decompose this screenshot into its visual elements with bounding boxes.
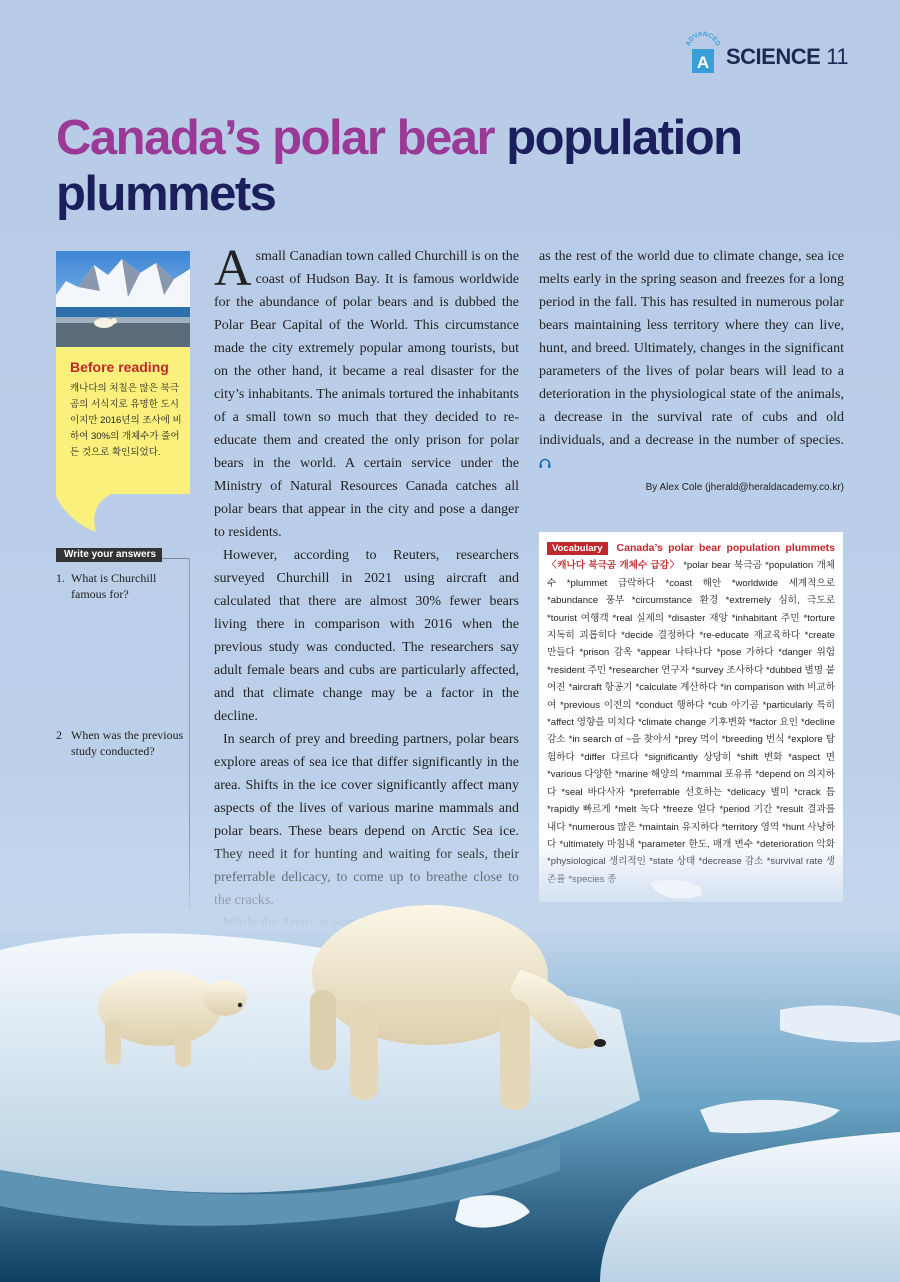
- title-highlight: Canada’s polar bear: [56, 111, 495, 165]
- headphones-icon[interactable]: [539, 458, 551, 468]
- section-name: SCIENCE: [726, 44, 821, 69]
- article-paragraph-3: In search of prey and breeding partners, polar bears explore areas of sea ice that differ significantly in the area. Shifts in the ice cover significantly affect many aspects of the lives of various marine mammals and polar bears. These bears depend on Arctic Sea ice.: [214, 732, 519, 839]
- vocabulary-tag: Vocabulary: [547, 542, 608, 555]
- advanced-a-badge-icon: [683, 30, 723, 76]
- question-1: [56, 570, 190, 602]
- before-reading-heading: Before reading: [70, 359, 169, 375]
- article-paragraph-2: However, according to Reuters, researchers surveyed Churchill in 2021 using aircraft and calculated that there are almost 30% fewer bears living there in comparison with 2016 when the previous study was conducted. The researchers say adult female bears and cubs are particularly affected, and that climate change may be a factor in the decline.: [214, 548, 519, 724]
- brand-letter: A: [696, 53, 710, 72]
- question-2: [56, 727, 190, 759]
- before-reading-box: [56, 347, 190, 494]
- article-column-1: [214, 240, 519, 935]
- polar-bear-thumbnail-image: [56, 251, 190, 347]
- write-answers-header: [56, 544, 190, 559]
- article-column-2: [539, 245, 844, 495]
- question-text: What is Churchill famous for?: [71, 571, 157, 601]
- vocabulary-title: Canada’s polar bear population plummets: [616, 542, 835, 554]
- polar-bears-on-ice-photo: [0, 840, 900, 1282]
- vocabulary-body: *polar bear 북극곰 *population 개체수 *plummet 급락하다 *coast 해안 *worldwide 세계적으로 *abundance 풍부 *circumstance 환경 *extremely 심히, 극도로 *tourist 여행객 *real 실제의 *disaster 재앙 *inhabitant 주민 *torture 지독히 괴롭히다 *decide 결정하다 *re-educate 재교육하다 *create 만들다 *prison 감옥 *appear 나타나다 *pose 가하다 *danger 위험 *resident 주민 *researcher 연구자 *survey 조사하다 *dubbed 별명 붙여진 *aircraft 항공기 *calculate 계산하다 *in comparison with 비교하여 *previous 이전의 *conduct 행하다 *cub 아기곰 *particularly 특히 *affect 영향을 미치다 *climate change 기후변화 *factor 요인 *decline 감소 *in search of ~을 찾아서 *prey 먹이 *breeding 번식 *explore 탐험하다 *differ 다르다 *significantly 상당히 *shift 변화 *aspect 면 *various 다양한 *marine 해양의 *mammal 포유류 *depend on 의지하다 *seal 바다사자 *preferrable 선호하는 *delicacy 별미 *crack 틈 *rapidly 빠르게 *melt 녹다 *freeze 얼다 *period 기간 *result 결과를 내다 *numerous 많은 *maintain 유지하다 *territory 영역 *hunt 사냥하: [547, 560, 835, 833]
- byline: By Alex Cole (jherald@heraldacademy.co.kr): [645, 482, 844, 493]
- question-number: 2: [56, 728, 62, 742]
- before-reading-text: 캐나다의 처칠은 많은 북극곰의 서식지로 유명한 도시이지만 2016년의 조사에 비하여 30%의 개체수가 줄어든 것으로 확인되었다.: [70, 383, 182, 458]
- paragraph-1-text: small Canadian town called Churchill is on the coast of Hudson Bay. It is famous worldwide for the abundance of polar bears and is dubbed the Polar Bear Capital of the World. This circumstance made the city extremely popular among tourists, but on the other hand, it became a real disaster for the city’s inhabitants. The animals tortured the inhabitants of a small town so much that they decided to re-educate them and created the only prison for polar bears in the world. A certain service under the Ministry of Natural Resources Canada catches all polar bears that appear in the city and pose a danger to residents.: [214, 249, 519, 540]
- vocabulary-subtitle: 〈캐나다 북극곰 개체수 급감〉: [547, 560, 680, 572]
- page-number: 11: [826, 44, 849, 69]
- section-label: [726, 44, 848, 70]
- article-title: [56, 110, 856, 222]
- svg-text:ADVANCED: [685, 31, 722, 48]
- article-paragraph-1: [214, 240, 519, 544]
- title-rest: population plummets: [56, 111, 742, 221]
- question-text: When was the previous study conducted?: [71, 728, 184, 758]
- drop-cap: A: [214, 240, 252, 297]
- paragraph-5-text: as the rest of the world due to climate change, sea ice melts early in the spring season and freezes for a long period in the fall. This has resulted in numerous polar bears maintaining less territory where they can live, hunt, and breed. Ultimately, changes in the significant parameters of the lives of polar bears will lead to a deterioration in the physiological state of the animals, a decrease in the survival rate of cubs and old individuals, and a decrease in the number of species.: [539, 249, 844, 448]
- article-paragraph-5: [539, 245, 844, 475]
- question-number: 1.: [56, 571, 65, 585]
- brand-badge-text: ADVANCED: [684, 30, 722, 48]
- speech-tail-shape: [56, 492, 116, 536]
- write-answers-label: Write your answers: [56, 548, 162, 562]
